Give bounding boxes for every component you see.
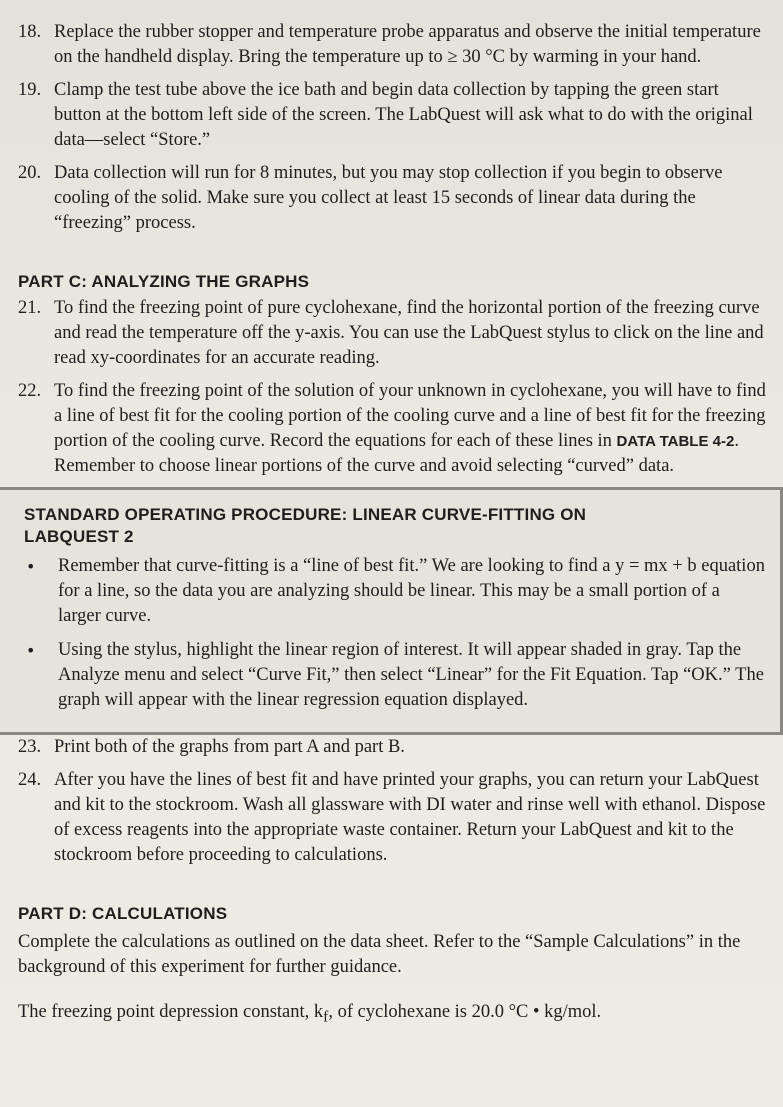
step-20 xyxy=(18,161,769,236)
kf-subscript: f xyxy=(323,1008,329,1026)
step-text: Data collection will run for 8 minutes, but you may stop collection if you begin to observe cooling of the solid. Make sure you collect at least 15 seconds of linear data during the “freezing” process. xyxy=(54,163,723,233)
step-text: Clamp the test tube above the ice bath and begin data collection by tapping the green start button at the bottom left side of the screen. The LabQuest will ask what to do with the original data—select “Store.” xyxy=(54,80,753,150)
step-24 xyxy=(18,768,769,868)
step-22 xyxy=(18,379,769,479)
sop-bullet-text: Remember that curve-fitting is a “line of best fit.” We are looking to find a y = mx + b equation for a line, so the data you are analyzing should be linear. This may be a small portion of a larger curve. xyxy=(58,556,765,626)
step-text: Replace the rubber stopper and temperature probe apparatus and observe the initial temperature on the handheld display. Bring the temperature up to ≥ 30 °C by warming in your hand. xyxy=(54,22,761,67)
step-19 xyxy=(18,78,769,153)
procedure-steps-top xyxy=(18,20,769,236)
kf-text-start: The freezing point depression constant, k xyxy=(18,1002,324,1022)
sop-bullet-text: Using the stylus, highlight the linear region of interest. It will appear shaded in gray. Tap the Analyze menu and select “Curve Fit,” then select “Linear” for the Fit Equation. Tap “OK.” The graph will appear with the linear regression equation displayed. xyxy=(58,640,764,710)
step-text: Print both of the graphs from part A and part B. xyxy=(54,737,405,757)
data-table-reference: DATA TABLE 4-2 xyxy=(616,433,735,450)
sop-callout-box xyxy=(0,487,783,735)
step-number: 18. xyxy=(18,22,42,42)
part-c-heading: PART C: ANALYZING THE GRAPHS xyxy=(18,272,310,291)
sop-heading-line-1: STANDARD OPERATING PROCEDURE: LINEAR CURVE-FITTING ON xyxy=(24,505,587,524)
sop-bullet-item xyxy=(24,638,766,713)
part-c-steps xyxy=(18,296,769,479)
step-text: After you have the lines of best fit and have printed your graphs, you can return your LabQuest and kit to the stockroom. Wash all glassware with DI water and rinse well with ethanol. Dispose of excess reagents into the appropriate waste container. Return your LabQuest and kit to the stockroom before proceeding to calculations. xyxy=(54,770,766,865)
sop-bullet-list xyxy=(24,554,766,713)
bullet-icon: • xyxy=(26,641,36,660)
step-number: 24. xyxy=(18,770,42,790)
step-text: To find the freezing point of pure cyclohexane, find the horizontal portion of the freezing curve and read the temperature off the y-axis. You can use the LabQuest stylus to click on the line and read xy-coordinates for an accurate reading. xyxy=(54,298,764,368)
sop-bullet-item xyxy=(24,554,766,629)
sop-heading-line-2: LABQUEST 2 xyxy=(24,527,134,546)
step-number: 21. xyxy=(18,298,42,318)
kf-constant-statement xyxy=(18,1000,769,1030)
step-number: 20. xyxy=(18,163,42,183)
kf-text-end: , of cyclohexane is 20.0 °C • kg/mol. xyxy=(328,1002,602,1022)
bullet-icon: • xyxy=(26,557,36,576)
step-21 xyxy=(18,296,769,371)
step-number: 23. xyxy=(18,737,42,757)
step-18 xyxy=(18,20,769,70)
part-d-heading: PART D: CALCULATIONS xyxy=(18,904,228,923)
step-23 xyxy=(18,735,769,760)
step-text-continued: . Remember to choose linear portions of the curve and avoid selecting “curved” data. xyxy=(54,431,739,476)
step-text: To find the freezing point of the solution of your unknown in cyclohexane, you will have to find a line of best fit for the cooling portion of the cooling curve and a line of best fit for the freezing portion of the cooling curve. Record the equations for each of these lines in xyxy=(54,381,766,451)
procedure-steps-bottom xyxy=(18,735,769,868)
part-d-paragraph: Complete the calculations as outlined on the data sheet. Refer to the “Sample Calculations” in the background of this experiment for further guidance. xyxy=(18,932,741,977)
sop-heading xyxy=(24,504,766,548)
step-number: 22. xyxy=(18,381,42,401)
step-number: 19. xyxy=(18,80,42,100)
